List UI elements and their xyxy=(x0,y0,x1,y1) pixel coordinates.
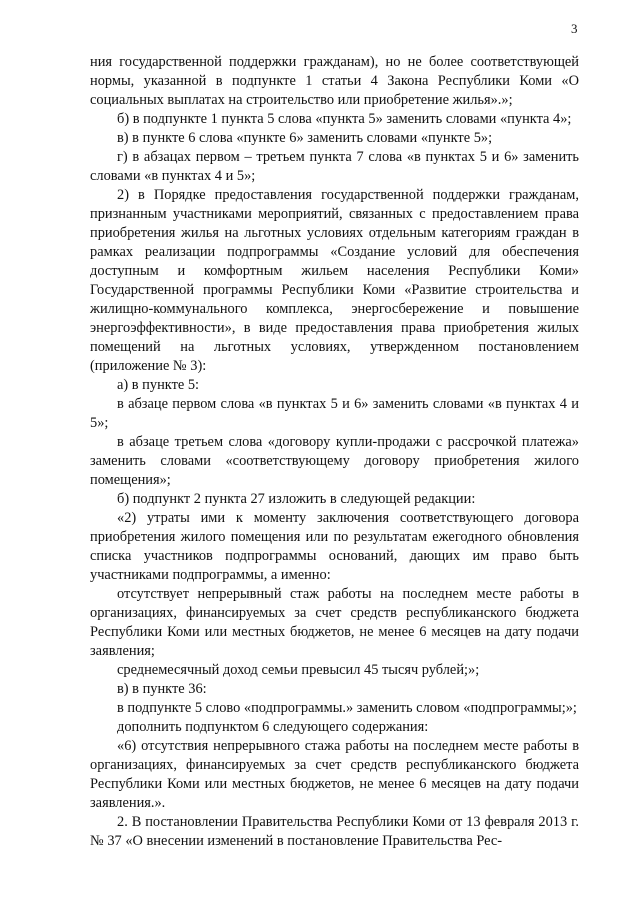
paragraph: в) в пункте 6 слова «пункте 6» заменить словами «пункте 5»; xyxy=(117,130,493,146)
paragraph: б) в подпункте 1 пункта 5 слова «пункта 5» заменить словами «пункта 4»; xyxy=(117,111,572,127)
paragraph: в подпункте 5 слово «подпрограммы.» заменить словом «подпрограммы;»; xyxy=(117,700,577,716)
paragraph: а) в пункте 5: xyxy=(117,377,200,393)
paragraph: дополнить подпунктом 6 следующего содержания: xyxy=(117,719,429,735)
paragraph: «2) утраты ими к моменту заключения соответствующего договора приобретения жилого помещения или по результатам ежегодного обновления списка участников подпрограммы оснований, дающих им право быть участниками подпрограммы, а именно: xyxy=(90,510,579,583)
paragraph: «6) отсутствия непрерывного стажа работы на последнем месте работы в организациях, финансируемых за счет средств республиканского бюджета Республики Коми или местных бюджетов, не менее 6 месяцев на дату подачи заявления.». xyxy=(90,738,579,811)
paragraph: б) подпункт 2 пункта 27 изложить в следующей редакции: xyxy=(117,491,476,507)
paragraph: ния государственной поддержки гражданам), но не более соответствующей нормы, указанной в подпункте 1 статьи 4 Закона Республики Коми «О социальных выплатах на строительство или приобретение жилья».»; xyxy=(90,54,579,108)
paragraph: среднемесячный доход семьи превысил 45 тысяч рублей;»; xyxy=(117,662,480,678)
paragraph: отсутствует непрерывный стаж работы на последнем месте работы в организациях, финансируемых за счет средств республиканского бюджета Республики Коми или местных бюджетов, не менее 6 месяцев на дату подачи заявления; xyxy=(90,586,579,659)
paragraph: 2) в Порядке предоставления государственной поддержки гражданам, признанным участниками мероприятий, связанных с предоставлением права приобретения жилья на льготных условиях отдельным категориям граждан в рамках реализации подпрограммы «Создание условий для обеспечения доступным и комфортным жильем населения Республики Коми» Государственной программы Республики Коми «Развитие строительства и жилищно-коммунального комплекса, энергосбережение и повышение энергоэффективности», в виде предоставления права приобретения жилых помещений на льготных условиях, утвержденном постановлением (приложение № 3): xyxy=(90,187,579,374)
paragraph: в) в пункте 36: xyxy=(117,681,207,697)
paragraph: в абзаце первом слова «в пунктах 5 и 6» заменить словами «в пунктах 4 и 5»; xyxy=(90,396,579,431)
paragraph: г) в абзацах первом – третьем пункта 7 слова «в пунктах 5 и 6» заменить словами «в пунктах 4 и 5»; xyxy=(90,149,579,184)
document-body xyxy=(90,53,579,851)
paragraph: 2. В постановлении Правительства Республики Коми от 13 февраля 2013 г. № 37 «О внесении изменений в постановление Правительства Рес- xyxy=(90,814,579,849)
page-number: 3 xyxy=(571,21,578,36)
paragraph: в абзаце третьем слова «договору купли-продажи с рассрочкой платежа» заменить словами «соответствующему договору приобретения жилого помещения»; xyxy=(90,434,579,488)
